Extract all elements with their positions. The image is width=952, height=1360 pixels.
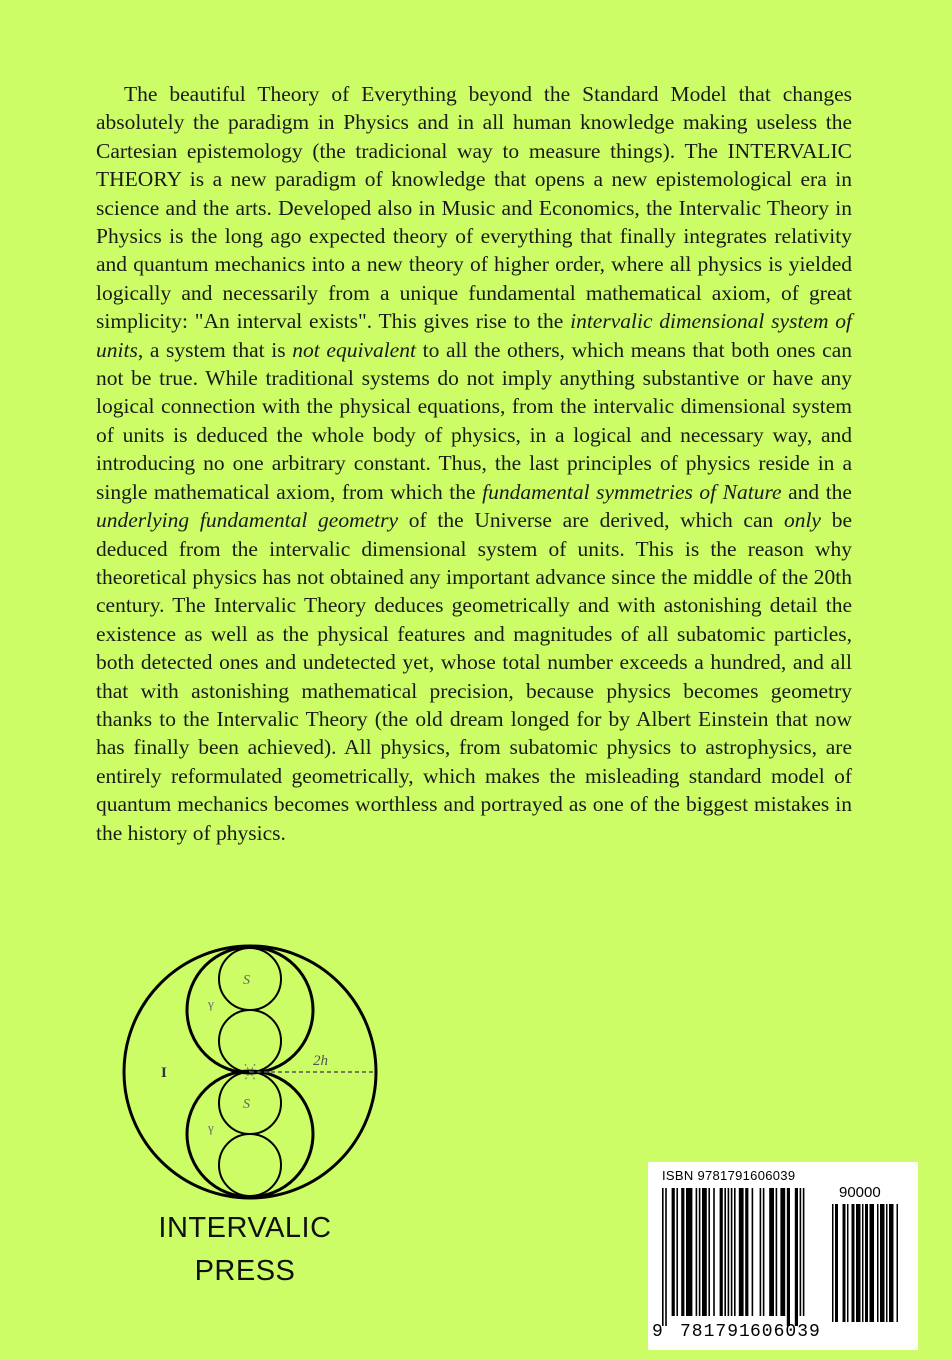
blurb-text-5: of the Universe are derived, which can bbox=[398, 508, 784, 533]
barcode-bar bbox=[752, 1188, 754, 1316]
addon-barcode bbox=[832, 1204, 902, 1322]
back-cover-blurb bbox=[96, 80, 852, 847]
publisher-name-line2: PRESS bbox=[194, 1255, 296, 1287]
barcode-bar bbox=[880, 1204, 885, 1322]
blurb-text-3: to all the others, which means that both ones can not be true. While traditional systems do not imply anything substantive or have any logical connection with the physical equations, from the intervalic dimensional system of units is deduced the whole body of physics, in a logical and necessary way, and introducing no one arbitrary constant. Thus, the last principles of physics reside in a single mathematical axiom, from which the bbox=[96, 337, 852, 504]
barcode-bar bbox=[720, 1188, 723, 1316]
barcode-bar bbox=[897, 1204, 899, 1322]
barcode-bar bbox=[835, 1204, 838, 1322]
barcode-bar bbox=[734, 1188, 736, 1316]
logo-label-i: I bbox=[161, 1065, 167, 1081]
blurb-italic-5: only bbox=[783, 508, 821, 533]
logo-label-s-bottom: S bbox=[243, 1097, 250, 1112]
blurb-italic-4: underlying fundamental geometry bbox=[96, 508, 399, 533]
barcode-bar bbox=[699, 1188, 701, 1316]
blurb-italic-3: fundamental symmetries of Nature bbox=[482, 479, 782, 504]
barcode-bar bbox=[832, 1204, 834, 1322]
isbn-label: ISBN 9781791606039 bbox=[662, 1168, 796, 1183]
logo-label-gamma-top: γ bbox=[208, 996, 214, 1011]
blurb-text-2: , a system that is bbox=[137, 337, 293, 362]
barcode-bar bbox=[760, 1188, 762, 1316]
blurb-italic-2: not equivalent bbox=[292, 337, 416, 362]
barcode-bar bbox=[731, 1188, 733, 1316]
publisher-name-line1: INTERVALIC bbox=[158, 1212, 332, 1244]
barcode-bar bbox=[870, 1204, 875, 1322]
barcode-bar bbox=[745, 1188, 748, 1316]
barcode-bar bbox=[739, 1188, 744, 1316]
barcode-bar bbox=[852, 1204, 855, 1322]
barcode-bar bbox=[713, 1188, 715, 1316]
barcode-bar bbox=[776, 1188, 778, 1316]
barcode-bar bbox=[886, 1204, 888, 1322]
intervalic-logo bbox=[95, 942, 415, 1202]
barcode-bar bbox=[795, 1188, 798, 1326]
barcode-bar bbox=[856, 1204, 861, 1322]
barcode-bar bbox=[862, 1204, 864, 1322]
barcode-panel bbox=[648, 1162, 918, 1350]
barcode-bar bbox=[681, 1188, 684, 1316]
blurb-text-1: The beautiful Theory of Everything beyond the Standard Model that changes absolutely the paradigm in Physics and in all human knowledge making useless the Cartesian epistemology (the tradicional way to measure things). The INTERVALIC THEORY is a new paradigm of knowledge that opens a new epistemological era in science and the arts. Developed also in Music and Economics, the Intervalic Theory in Physics is the long ago expected theory of everything that finally integrates relativity and quantum mechanics into a new theory of higher order, where all physics is yielded logically and necessarily from a unique fundamental mathematical axiom, of great simplicity: "An interval exists". This gives rise to the bbox=[96, 82, 852, 334]
barcode-bar bbox=[686, 1188, 692, 1316]
barcode-bar bbox=[800, 1188, 802, 1316]
barcode-bar bbox=[843, 1204, 846, 1322]
barcode-digit-first: 9 bbox=[652, 1322, 664, 1342]
barcode-bar bbox=[696, 1188, 698, 1316]
logo-inner-circle-3 bbox=[219, 1072, 281, 1134]
barcode-bar bbox=[847, 1204, 849, 1322]
barcode-digits-group2: 606039 bbox=[750, 1322, 821, 1342]
barcode-bar bbox=[708, 1188, 710, 1316]
blurb-text-4: and the bbox=[781, 479, 852, 504]
barcode-bar bbox=[728, 1188, 730, 1316]
logo-inner-circle-1 bbox=[219, 948, 281, 1010]
barcode-bar bbox=[662, 1188, 664, 1326]
blurb-text-6: be deduced from the intervalic dimensional system of units. This is the reason why theoretical physics has not obtained any important advance since the middle of the 20th century. The Intervalic Theory deduces geometrically and with astonishing detail the existence as well as the physical features and magnitudes of all subatomic particles, both detected ones and undetected yet, whose total number exceeds a hundred, and all that with astonishing mathematical precision, because physics becomes geometry thanks to the Intervalic Theory (the old dream longed for by Albert Einstein that now has finally been achieved). All physics, from subatomic physics to astrophysics, are entirely reformulated geometrically, which makes the misleading standard model of quantum mechanics becomes worthless and portrayed as one of the biggest mistakes in the history of physics. bbox=[96, 508, 852, 845]
logo-label-2h: 2h bbox=[313, 1053, 328, 1069]
barcode-bar bbox=[676, 1188, 678, 1316]
barcode-digits-group1: 781791 bbox=[680, 1322, 751, 1342]
ean13-barcode bbox=[662, 1188, 824, 1326]
barcode-bar bbox=[889, 1204, 894, 1322]
barcode-bar bbox=[769, 1188, 774, 1316]
blurb-paragraph bbox=[96, 80, 852, 847]
barcode-bar bbox=[724, 1188, 726, 1316]
barcode-bar bbox=[803, 1188, 805, 1316]
price-code: 90000 bbox=[839, 1184, 881, 1201]
barcode-bar bbox=[665, 1188, 667, 1326]
barcode-bar bbox=[672, 1188, 675, 1316]
logo-label-s-top: S bbox=[243, 973, 250, 988]
barcode-bar bbox=[877, 1204, 879, 1322]
blurb-italic-1: intervalic dimensional system of units bbox=[96, 309, 852, 362]
barcode-bar bbox=[763, 1188, 765, 1316]
barcode-bar bbox=[787, 1188, 790, 1326]
barcode-bar bbox=[702, 1188, 707, 1316]
barcode-bar bbox=[780, 1188, 785, 1316]
barcode-bar bbox=[865, 1204, 868, 1322]
logo-inner-circle-4 bbox=[219, 1134, 281, 1196]
logo-inner-circle-2 bbox=[219, 1010, 281, 1072]
logo-label-gamma-bottom: γ bbox=[208, 1120, 214, 1135]
